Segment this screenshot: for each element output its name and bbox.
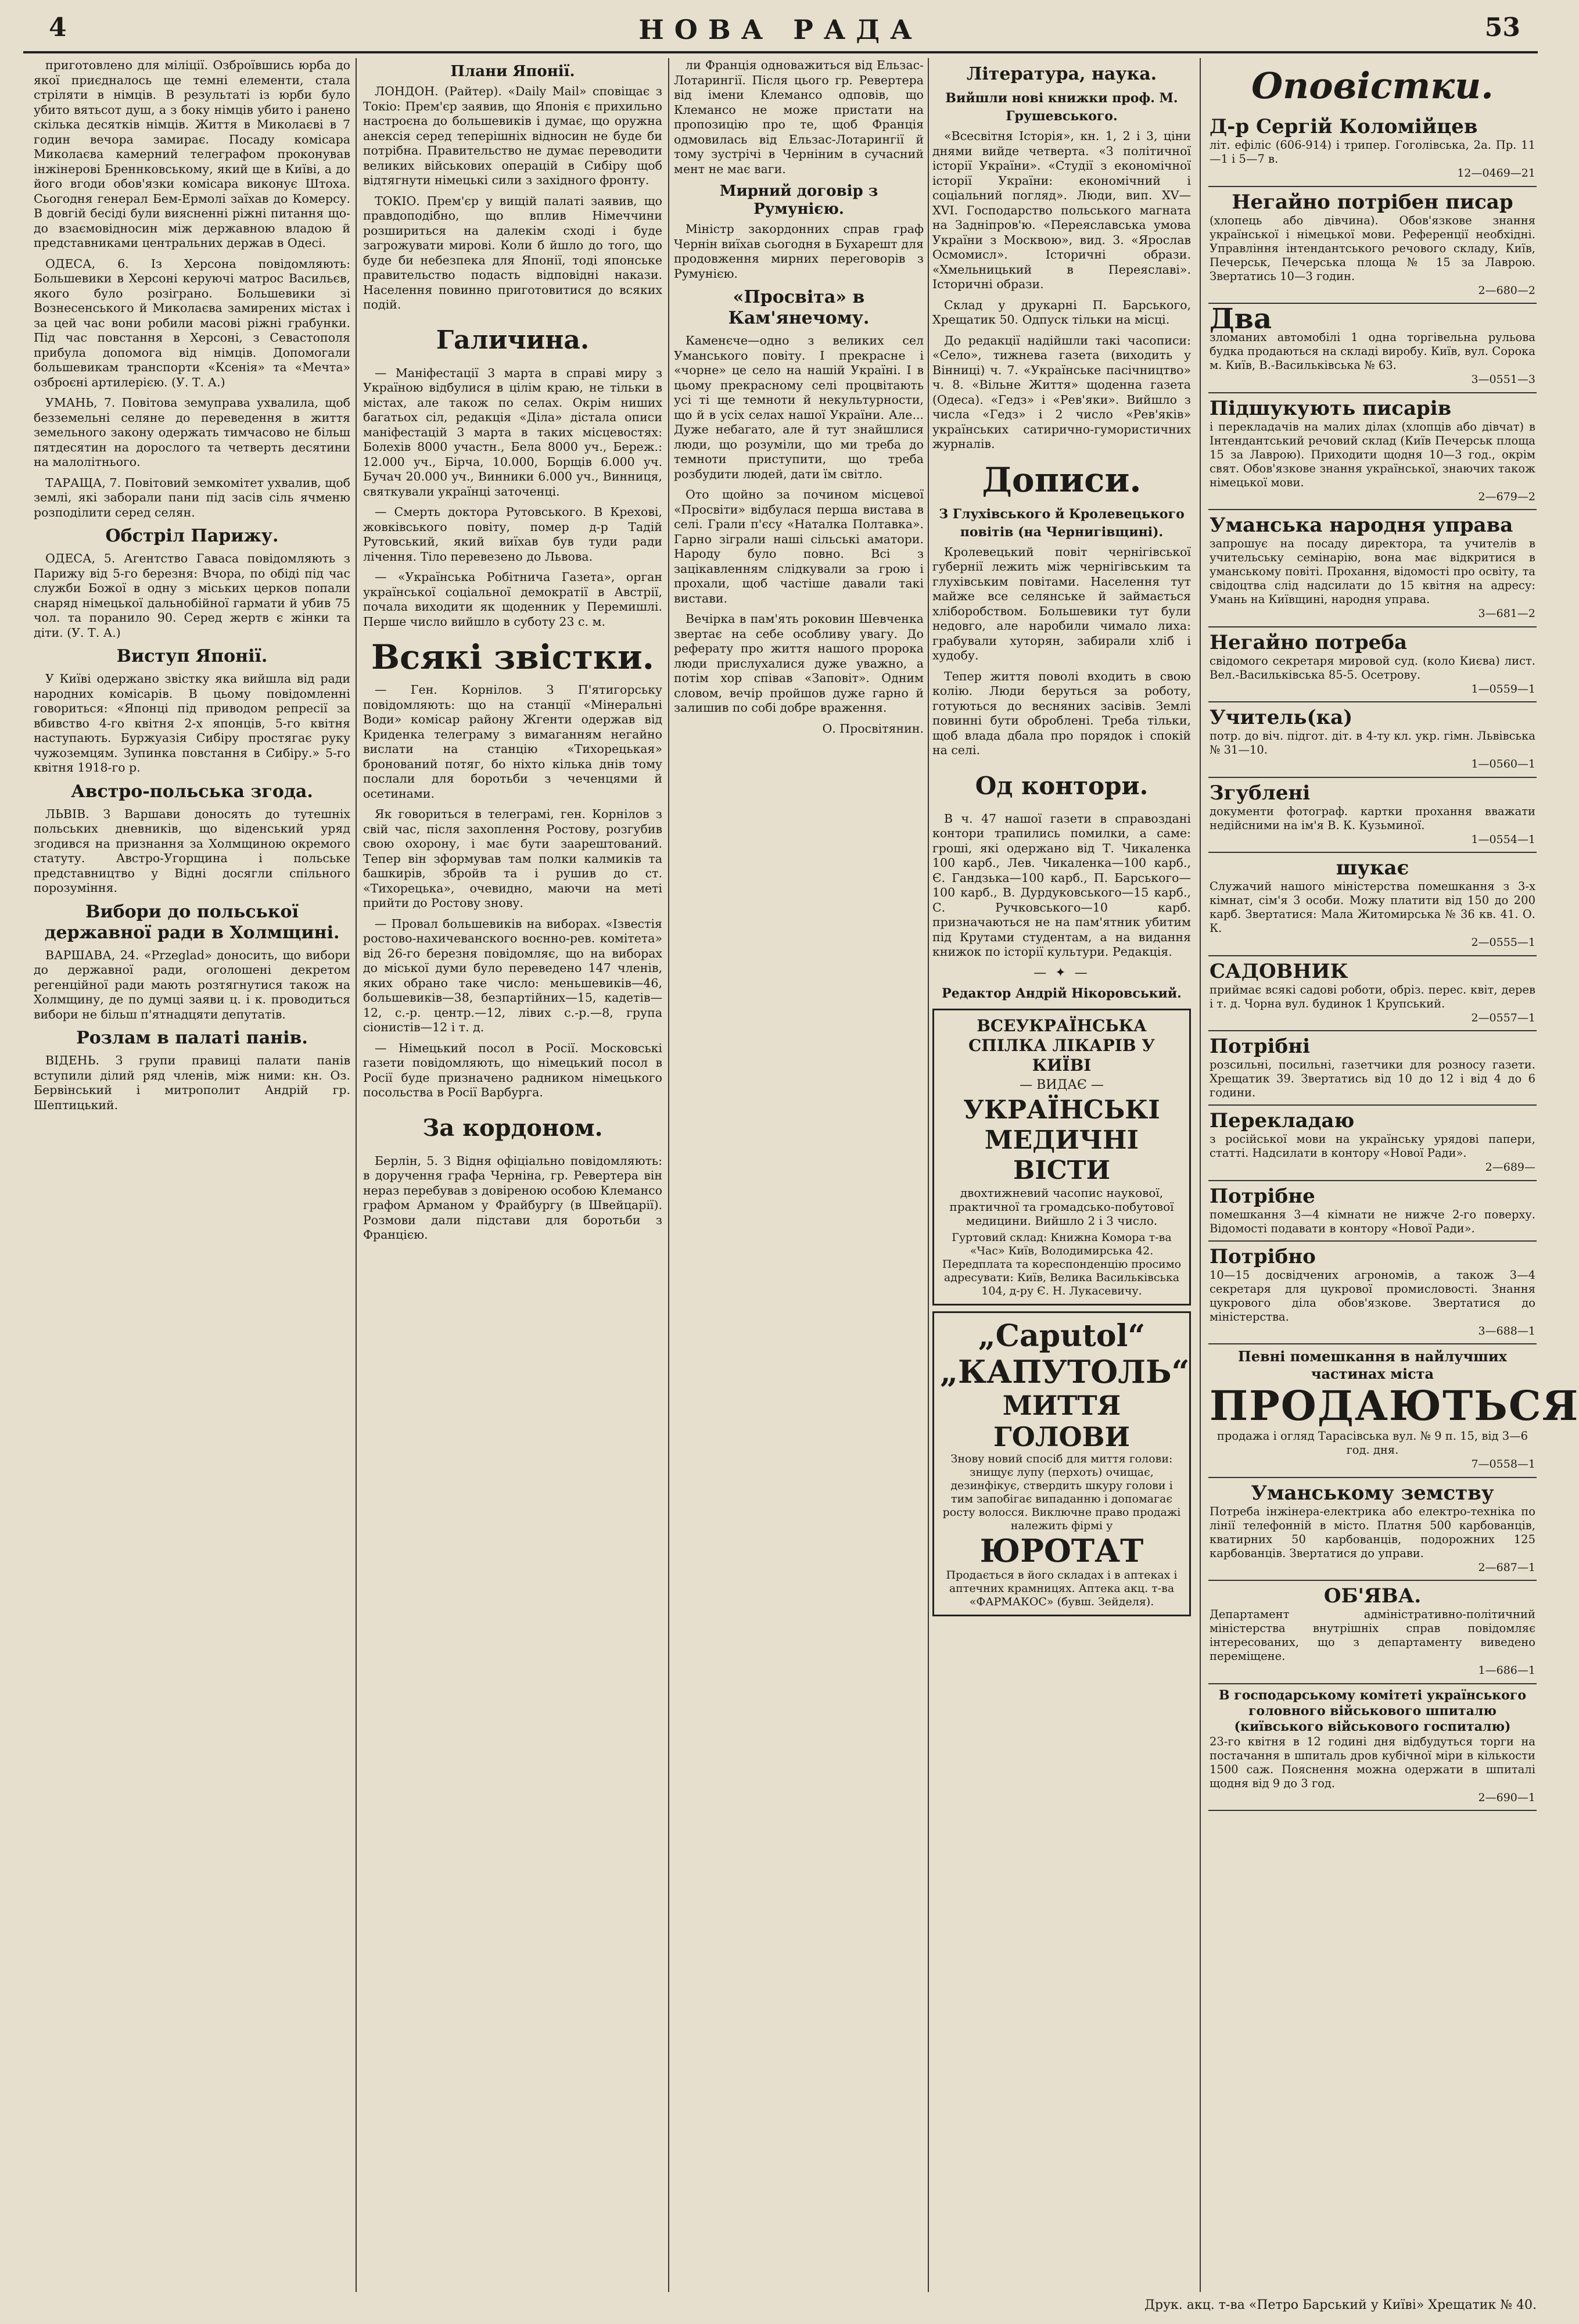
- article-paragraph: Кролевецький повіт чернігівської губернії лежить між чернігівським та глухівським повітами. Населення тут майже все селянське й займається хліборобством. Большевики тут були недовго, але наробили чимало лиха: грабували хуторян, забирали хліб і худобу.: [932, 544, 1191, 662]
- ad-title: Уманському земству: [1251, 1481, 1494, 1505]
- ad-block: [1208, 1684, 1537, 1812]
- article-paragraph: «Всесвітня Історія», кн. 1, 2 і 3, ціни днями вийде четверта. «З політичної історії України». «Студії з економічної історії України: економічний і соціальний погляд». Люди, вип. XV—XVI. Господарство польського магната на Задніпров'ю. «Переяславська умова України з Москвою», вид. 3. «Ярослав Осмомисл». Історичні образи. «Хмельницький в Переяславі». Історичні образи.: [932, 129, 1191, 291]
- headline-various-news: Всякі звістки.: [371, 637, 654, 677]
- ad-body: і перекладачів на малих ділах (хлопців або дівчат) в Інтендантський речовий склад (Київ Печерськ площа 15 за Лаврою). Приходити щодня 10—3 год., окрім свят. Обов'язкове знання української, знаючих також німецької мови.: [1210, 419, 1535, 489]
- column-3: [674, 58, 924, 2292]
- ad-code: 3—0551—3: [1471, 373, 1535, 386]
- column-rule: [928, 58, 929, 2292]
- ad-body: продажа і огляд Тарасівська вул. № 9 п. 15, від 3—6 год. дня.: [1216, 1429, 1528, 1457]
- ad-body: потр. до віч. підгот. діт. в 4-ту кл. укр. гімн. Львівська № 31—10.: [1210, 729, 1535, 756]
- headline-japan-plans: Плани Японії.: [450, 63, 575, 80]
- yurotat-description: Продається в його складах і в аптеках і аптечних крамницях. Аптека акц. т-ва «ФАРМАКОС» (бувш. Зейделя).: [946, 1568, 1178, 1608]
- ad-block: [1208, 304, 1537, 393]
- article-paragraph: УМАНЬ, 7. Повітова земуправа ухвалила, щоб безземельні селяне до переведення в життя земельного закону одержать тимчасово не більш пятдесятин на дорослого та четверть десятини на малолітнього.: [34, 396, 350, 469]
- headline-japan: Виступ Японії.: [116, 646, 268, 666]
- article-paragraph: У Київі одержано звістку яка вийшла від ради народних комісарів. В цьому повідомленні говориться: «Японці під приводом репресії за вбивство 4-го квітня 2-х японців, 5-го квітня наступають. Буржуазія Сибіру простягає руку чужоземцям. Зупинка повстання в Сибіру.» 5-го квітня 1918-го р.: [34, 672, 350, 774]
- ad-title: Два: [1210, 303, 1272, 335]
- article-paragraph: приготовлено для міліції. Озброївшись юрба до якої приєдналось ще темні елементи, стала стріляти в німців. В результаті із юрби було убито вятьсот душ, а з боку німців убито і ранено скілька десятків німців. Життя в Миколаєві в 7 годин вечора замирає. Посаду комісара Миколаєва камерний телеграфом проконував інжінерові Бреннковському, який ще в Київі, а до його вгоди обов'язки комісара виконує Штоха. Сьогодня генерал Бем-Ермолі заїхав до Комерсу. В довгій бесіді були виясненні ріжні питання що-до взаємовідносин між державною владою й представниками центральних держав в Одесі.: [34, 58, 350, 250]
- ad-body: Департамент адміністративно-політичний міністерства внутрішніх справ повідомляє інтересованих, що з департаменту виведено переміщене.: [1210, 1608, 1535, 1663]
- article-paragraph: — «Українська Робітнича Газета», орган української соціальної демократії в Австрії, почала виходити як щоденник у Перемишлі. Перше число вийшло в суботу 23 с. м.: [363, 570, 662, 629]
- left-page-number: 4: [49, 13, 67, 42]
- article-signature: О. Просвітянин.: [822, 721, 924, 736]
- article-paragraph: Каменєче—одно з великих сел Уманського повіту. І прекрасне і «чорне» це село на нашій Україні. І в цьому прекрасному селі процвітають усі ті ще темноти й некультурности, що й в усіх селах нашої України. Але... Дуже небагато, але й тут знайшлися люди, що розуміли, що ми треба до темноти приступити, що треба розбудити людей, дати їм світло.: [674, 333, 924, 481]
- headline-prosvita: «Просвіта» в Кам'янечому.: [728, 287, 870, 328]
- med-union-title: ВСЕУКРАЇНСЬКА СПІЛКА ЛІКАРІВ У КИЇВІ: [968, 1016, 1155, 1075]
- ad-body: (хлопець або дівчина). Обов'язкове знання української і німецької мови. Референції необхідні. Управління інтендантського речового складу, Київ, Печерськ, Печерська площа № 15 за Лаврою. Звертатись 10—3 годин.: [1210, 213, 1535, 283]
- yurotat-title: ЮРОТАТ: [979, 1532, 1144, 1569]
- ad-code: 2—0555—1: [1471, 936, 1535, 949]
- ad-code: 2—0557—1: [1471, 1011, 1535, 1024]
- ad-title: Д-р Сергій Коломійцев: [1210, 115, 1478, 138]
- editor-line: Редактор Андрій Нікоровський.: [942, 986, 1182, 1001]
- headline-peace-treaty: Мирний договір з Румунією.: [719, 182, 878, 218]
- med-address: Гуртовий склад: Книжна Комора т-ва «Час» Київ, Володимирська 42. Передплата та кореспонденцію просимо адресувати: Київ, Велика Васильківська 104, д-ру Є. Н. Лукасевичу.: [942, 1231, 1182, 1297]
- headline-paris: Обстріл Парижу.: [105, 526, 279, 546]
- headline-letters: Дописи.: [982, 460, 1142, 500]
- ad-code: 3—688—1: [1478, 1324, 1535, 1337]
- ad-title: Підшукують писарів: [1210, 396, 1452, 420]
- article-paragraph: Тепер життя поволі входить в свою колію. Люди беруться за роботу, готуються до весняних засівів. Землі повинні бути оброблені. Треба тільки, щоб влада дбала про порядок і спокій на селі.: [932, 669, 1191, 757]
- ad-body: помешкання 3—4 кімнати не нижче 2-го поверху. Відомості подавати в контору «Нової Ради».: [1210, 1207, 1535, 1235]
- column-rule: [668, 58, 669, 2292]
- ad-title: В господарському комітеті українського головного військового шпиталю (київського військового госпиталю): [1218, 1687, 1527, 1734]
- printer-footer: Друк. акц. т-ва «Петро Барський у Київі» Хрещатик № 40.: [1144, 2298, 1537, 2312]
- ad-block: [1208, 1478, 1537, 1581]
- ad-rent-heading: Певні помешкання в найлучших частинах міста: [1238, 1348, 1507, 1382]
- kaputol-description: Знову новий спосіб для миття голови: знищує лупу (перхоть) очищає, дезинфікує, ствердить шкуру голови і тим запобігає випаданню і допомагає росту волосся. Виключне право продажі належить фірмі у: [942, 1452, 1181, 1532]
- column-rule: [356, 58, 357, 2292]
- article-paragraph: — Ген. Корнілов. З П'ятигорську повідомляють: що на станції «Мінеральні Води» комісар району Жгенти одержав від Криденка телеграму з вимаганням негайно вислати на станцію «Тихорецькая» бронований потяг, бо ніхто кілька днів тому послали для боротьби з чеченцями й осетинами.: [363, 683, 662, 801]
- headline-announcements: Оповістки.: [1251, 64, 1494, 107]
- med-journal-title: УКРАЇНСЬКІ МЕДИЧНІ ВІСТИ: [963, 1095, 1160, 1185]
- article-paragraph: — Смерть доктора Рутовського. В Крехові, жовківського повіту, помер д-р Тадій Рутовський, який виїхав був туди ради лічення. Тіло перевезено до Львова.: [363, 505, 662, 564]
- ad-body: 10—15 досвідчених агрономів, а також 3—4 секретаря для цукрової промисловості. Знання цукрового діла обов'язкове. Звертатися до міністерства.: [1210, 1268, 1535, 1324]
- article-paragraph: — Німецький посол в Росії. Московські газети повідомляють, що німецький посол в Росії буде призначено радником німецького посольства в Росії Варбурга.: [363, 1041, 662, 1099]
- ad-block: [1208, 1106, 1537, 1181]
- ad-code: 1—0559—1: [1471, 682, 1535, 695]
- headline-elections: Вибори до польської державної ради в Холмщині.: [44, 901, 340, 943]
- headline-literature: Література, наука.: [966, 64, 1157, 84]
- ad-title: Учитель(ка): [1210, 706, 1353, 729]
- ad-title: Згублені: [1210, 781, 1311, 805]
- hair-wash-title: МИТТЯ ГОЛОВИ: [993, 1389, 1130, 1452]
- caputol-title: „Caputol“: [978, 1318, 1146, 1354]
- article-paragraph: ТОКІО. Прем'єр у вищій палаті заявив, що правдоподібно, що вплив Німеччини розшириться на далекім сході і буде загрожувати мирові. Коли б йшло до того, що буде би небезпека для Японії, тоді японське правительство подасть відповідні накази. Населення повинно приготовитися до всяких подій.: [363, 193, 662, 311]
- ad-block: [1208, 853, 1537, 956]
- med-description: двохтижневий часопис наукової, практичної та громадсько-побутової медицини. Вийшло 2 і 3 число.: [949, 1185, 1174, 1228]
- ad-code: 2—689—: [1485, 1161, 1535, 1174]
- med-publishes: — ВИДАЄ —: [1020, 1078, 1104, 1092]
- ad-block: [1208, 778, 1537, 853]
- ad-code: 12—0469—21: [1457, 167, 1535, 180]
- ornament-divider: — ✦ —: [1033, 965, 1090, 980]
- ad-block: [1208, 1031, 1537, 1106]
- masthead: НОВА РАДА: [638, 14, 923, 45]
- headline-austro-polish: Австро-польська згода.: [71, 781, 313, 802]
- ad-code: 1—686—1: [1478, 1664, 1535, 1677]
- ad-code: 7—0558—1: [1471, 1458, 1535, 1471]
- page-header: [23, 10, 1538, 53]
- column-rule: [1200, 58, 1201, 2292]
- ad-title: Перекладаю: [1210, 1109, 1355, 1132]
- article-paragraph: ОДЕСА, 6. Із Херсона повідомляють: Большевики в Херсоні керуючі матрос Васильєв, якого було розіграно. Большевики зі Вознесенського й Миколаєва замирених містах і за цей час вони робили масові ріжні грабунки. Під час повстання в Херсоні, з Севастополя прибула допомога від німців. Допомогали большевикам транспорти «Ксенія» та «Мечта» озброєні артилерією. (У. Т. А.): [34, 256, 350, 389]
- ad-block: [1208, 627, 1537, 703]
- kaputol-title: „КАПУТОЛЬ“: [940, 1353, 1190, 1390]
- article-paragraph: Вечірка в пам'ять роковин Шевченка звертає на себе особливу увагу. До реферату про життя нашого пророка люди прислухалися дуже уважно, а потім хор співав «Заповіт». Одним словом, вечір пройшов дуже гарно й залишив по собі добре враження.: [674, 612, 924, 715]
- ad-block: [1208, 702, 1537, 778]
- column-1: [34, 58, 350, 2292]
- ad-body: свідомого секретаря мировой суд. (коло Києва) лист. Вел.-Васильківська 85-5. Осетрову.: [1210, 654, 1535, 682]
- ad-title: Потрібні: [1210, 1035, 1311, 1058]
- ad-body: літ. ефіліс (606-914) і трипер. Гоголівська, 2а. Пр. 11—1 і 5—7 в.: [1210, 138, 1535, 166]
- ad-body: 23-го квітня в 12 годині дня відбудуться торги на постачання в шпиталь дров кубічної міри в кількости 1500 саж. Пояснення можна одержати в шпиталі щодня від 9 до 3 год.: [1210, 1734, 1535, 1790]
- ad-code: 2—690—1: [1478, 1791, 1535, 1804]
- article-paragraph: ли Франція одноважиться від Ельзас-Лотарингії. Після цього гр. Ревертера від імени Клемансо одповів, що Клемансо не може пристати на пропозицію про те, щоб Франція одмовилась від Ельзас-Лотарингії й тому зустрічі в Черніним в сучасний мент не має ваги.: [674, 58, 924, 176]
- ad-body: документи фотограф. картки прохання вважати недійсними на ім'я В. К. Кузьминої.: [1210, 804, 1535, 832]
- ad-title: шукає: [1336, 856, 1409, 880]
- ad-body: Потреба інжінера-електрика або електро-техніка по лінії телефонній в місто. Платня 500 карбованців, кватирних 50 карбованців, подорожних 125 карбованців. Звертатися до управи.: [1210, 1504, 1535, 1560]
- ad-code: 3—681—2: [1478, 607, 1535, 620]
- med-advertisement: [932, 1009, 1191, 1306]
- ad-body: з російської мови на українську урядові папери, статті. Надсилати в контору «Нової Ради».: [1210, 1132, 1535, 1160]
- kaputol-advertisement: [932, 1311, 1191, 1616]
- ad-code: 2—679—2: [1478, 490, 1535, 503]
- article-paragraph: ВІДЕНЬ. З групи правиці палати панів вступили ділий ряд членів, між ними: кн. Оз. Бервінський і митрополит Андрій гр. Шептицький.: [34, 1053, 350, 1112]
- ad-body: приймає всякі садові роботи, обріз. перес. квіт, дерев і т. д. Чорна вул. будинок 1 Крупський.: [1210, 982, 1535, 1010]
- ad-block: [1208, 510, 1537, 627]
- ad-block: [1208, 187, 1537, 304]
- headline-office: Од контори.: [975, 771, 1149, 800]
- ad-title: Уманська народня управа: [1210, 514, 1513, 537]
- ad-block: [1208, 956, 1537, 1032]
- column-2: [363, 58, 662, 2292]
- ad-title: САДОВНИК: [1210, 959, 1348, 983]
- article-paragraph: Міністр закордонних справ граф Чернін виїхав сьогодня в Бухарешт для продовження мирних переговорів з Румунією.: [674, 222, 924, 281]
- article-paragraph: ЛОНДОН. (Райтер). «Daily Mail» сповіщає з Токіо: Прем'єр заявив, що Японія є прихильно настроєна до большевиків і думає, що оружна анексія серед теперішніх відносин не буде би потрібна. Правительство не думає переводити великих військових операцій в Сибіру щоб відтягнути німецькі сили з західного фронту.: [363, 84, 662, 187]
- article-paragraph: — Маніфестації 3 марта в справі миру з Україною відбулися в цілім краю, не тільки в містах, але також по селах. Окрім ниших багатьох сіл, редакція «Діла» дістала описи маніфестацій 3 марта в таких місцевостях: Болехів 8000 участн., Бела 8000 уч., Береж.: 12.000 уч., Бірча, 10.000, Борщів 6.000 уч. Бучач 20.000 уч., Винники 6.000 уч., Винниця, святкували українці заточенці.: [363, 365, 662, 498]
- headline-abroad: За кордоном.: [422, 1114, 603, 1142]
- article-paragraph: ВАРШАВА, 24. «Przeglad» доносить, що вибори до державної ради, оголошені декретом регенційної ради мають розтягнутися також на Холмщину, де по думці заяви ц. і к. проводиться вибори не більш п'ятнадцяти депутатів.: [34, 948, 350, 1021]
- ad-title: Потрібне: [1210, 1184, 1315, 1208]
- subhead-letters: З Глухівського й Кролевецького повітів (на Чернигівщині).: [939, 506, 1185, 540]
- ad-block: [1208, 1581, 1537, 1684]
- ad-code: 1—0554—1: [1471, 833, 1535, 846]
- ad-body: запрошує на посаду директора, та учителів в учительську семінарію, вона має відкритися в уманському повіті. Прохання, відомості про освіту, та свідоцтва слід надсилати до 15 квітня на адресу: Умань на Київщині, народня управа.: [1210, 537, 1535, 606]
- right-page-number: 53: [1484, 13, 1520, 42]
- ad-code: 2—680—2: [1478, 284, 1535, 297]
- article-paragraph: Склад у друкарні П. Барського, Хрещатик 50. Одпуск тільки на місці.: [932, 297, 1191, 327]
- ad-block: [1208, 1242, 1537, 1345]
- subhead-literature: Вийшли нові книжки проф. М. Грушевського.: [945, 91, 1178, 124]
- ad-title: Негайно потребa: [1210, 630, 1407, 654]
- ad-title: ОБ'ЯВА.: [1323, 1584, 1422, 1608]
- ad-title: Потрібно: [1210, 1245, 1316, 1268]
- ad-block: [1208, 112, 1537, 187]
- ad-code: 1—0560—1: [1471, 758, 1535, 770]
- article-paragraph: Ото щойно за почином місцевої «Просвіти» відбулася перша вистава в селі. Грали п'єсу «Наталка Полтавка». Гарно зіграли наші сільські аматори. Народу було повно. Всі з зацікавленням слідкували за грою і прохали, щоб частіше давали такі вистави.: [674, 487, 924, 605]
- ad-block: [1208, 1181, 1537, 1242]
- ad-code: 2—687—1: [1478, 1561, 1535, 1574]
- article-paragraph: Як говориться в телеграмі, ген. Корнілов з свій час, після захоплення Ростову, розгубив свою охорону, і має бути заарештований. Тепер він зформував там полки калмиків та башкирів, збройв та і рушив до ст. «Тихорецька», очевидно, маючи на меті прийти до Ростову знову.: [363, 807, 662, 910]
- ad-for-sale: ПРОДАЮТЬСЯ: [1210, 1382, 1579, 1430]
- article-paragraph: В ч. 47 нашої газети в справоздані контори трапились помилки, а саме: гроші, які одержано від Т. Чикаленка 100 карб., Лев. Чикаленка—100 карб., Є. Гандзька—100 карб., П. Барського—100 карб., В. Дурдуковського—15 карб., С. Ручковського—10 карб. призначаються не на пам'ятник убитим під Крутами студентам, а на видання книжок по історії культури. Редакція.: [932, 811, 1191, 959]
- column-4: [932, 58, 1191, 2292]
- article-paragraph: — Провал большевиків на виборах. «Ізвестія ростово-нахичеванского воєнно-рев. комітета» від 26-го березня повідомляє, що на виборах до міської думи було переведено 147 членів, яких обрано таке число: меньшевиків—46, большевиків—38, безпартійних—15, кадетів—12, с.-р. центр.—12, лівих с.-р.—8, група сіонистів—12 і т. д.: [363, 916, 662, 1034]
- ad-body: розсильні, посильні, газетчики для розносу газети. Хрещатик 39. Звертатись від 10 до 12 і від 4 до 6 години.: [1210, 1058, 1535, 1099]
- article-paragraph: ТАРАЩА, 7. Повітовий земкомітет ухвалив, щоб землі, які заборали пани під засів сіль ячменю розподілити серед селян.: [34, 475, 350, 519]
- column-5: [1208, 58, 1579, 2292]
- headline-chamber: Розлам в палаті панів.: [76, 1028, 308, 1048]
- article-paragraph: До редакції надійшли такі часописи: «Село», тижнева газета (виходить у Вінниці) ч. 7. «Українське пасічництво» ч. 8. «Вільне Життя» щоденна газета (Одеса). «Гедз» і «Рев'яки». Вийшло з числа «Гедз» і 2 число «Рев'яків» українських сатирично-гумористичних журналів.: [932, 333, 1191, 451]
- ad-block-sale: [1208, 1344, 1579, 1478]
- article-paragraph: ОДЕСА, 5. Агентство Гаваса повідомляють з Парижу від 5-го березня: Вчора, по обіді під час служби Божої в одну з міських церков попали снаряд німецької дальнобійної гармати й убив 75 чол. та поранило 90. Серед жертв є жінки та діти. (У. Т. А.): [34, 551, 350, 640]
- ad-body: зломаних автомобілі 1 одна торгівельна рульова будка продаються на складі виробу. Київ, вул. Сорока м. Київ, В.-Васильківська № 63.: [1210, 331, 1535, 372]
- ad-block: [1208, 393, 1537, 511]
- ad-body: Служачий нашого міністерства помешкання з 3-х кімнат, сім'я 3 особи. Можу платити від 150 до 200 карб. Звертатися: Мала Житомирська № 36 кв. 41. О. К.: [1210, 880, 1535, 935]
- article-paragraph: ЛЬВІВ. З Варшави доносять до тутешніх польських дневників, що віденський уряд згодився на признання за Холмщиною окремого статуту. Австро-Угорщина і польське представництво у Відні досягли спільного порозуміння.: [34, 806, 350, 895]
- ad-title: Негайно потрібен писар: [1232, 190, 1513, 214]
- article-paragraph: Берлін, 5. З Відня офіціально повідомляють: в доручення графа Черніна, гр. Ревертера він нераз перебував з довіреною особою Клемансо графом Арманом у Фрайбургу (в Швейцарії). Розмови дали підстави для боротьби з Францією.: [363, 1153, 662, 1242]
- headline-galychyna: Галичина.: [436, 325, 590, 355]
